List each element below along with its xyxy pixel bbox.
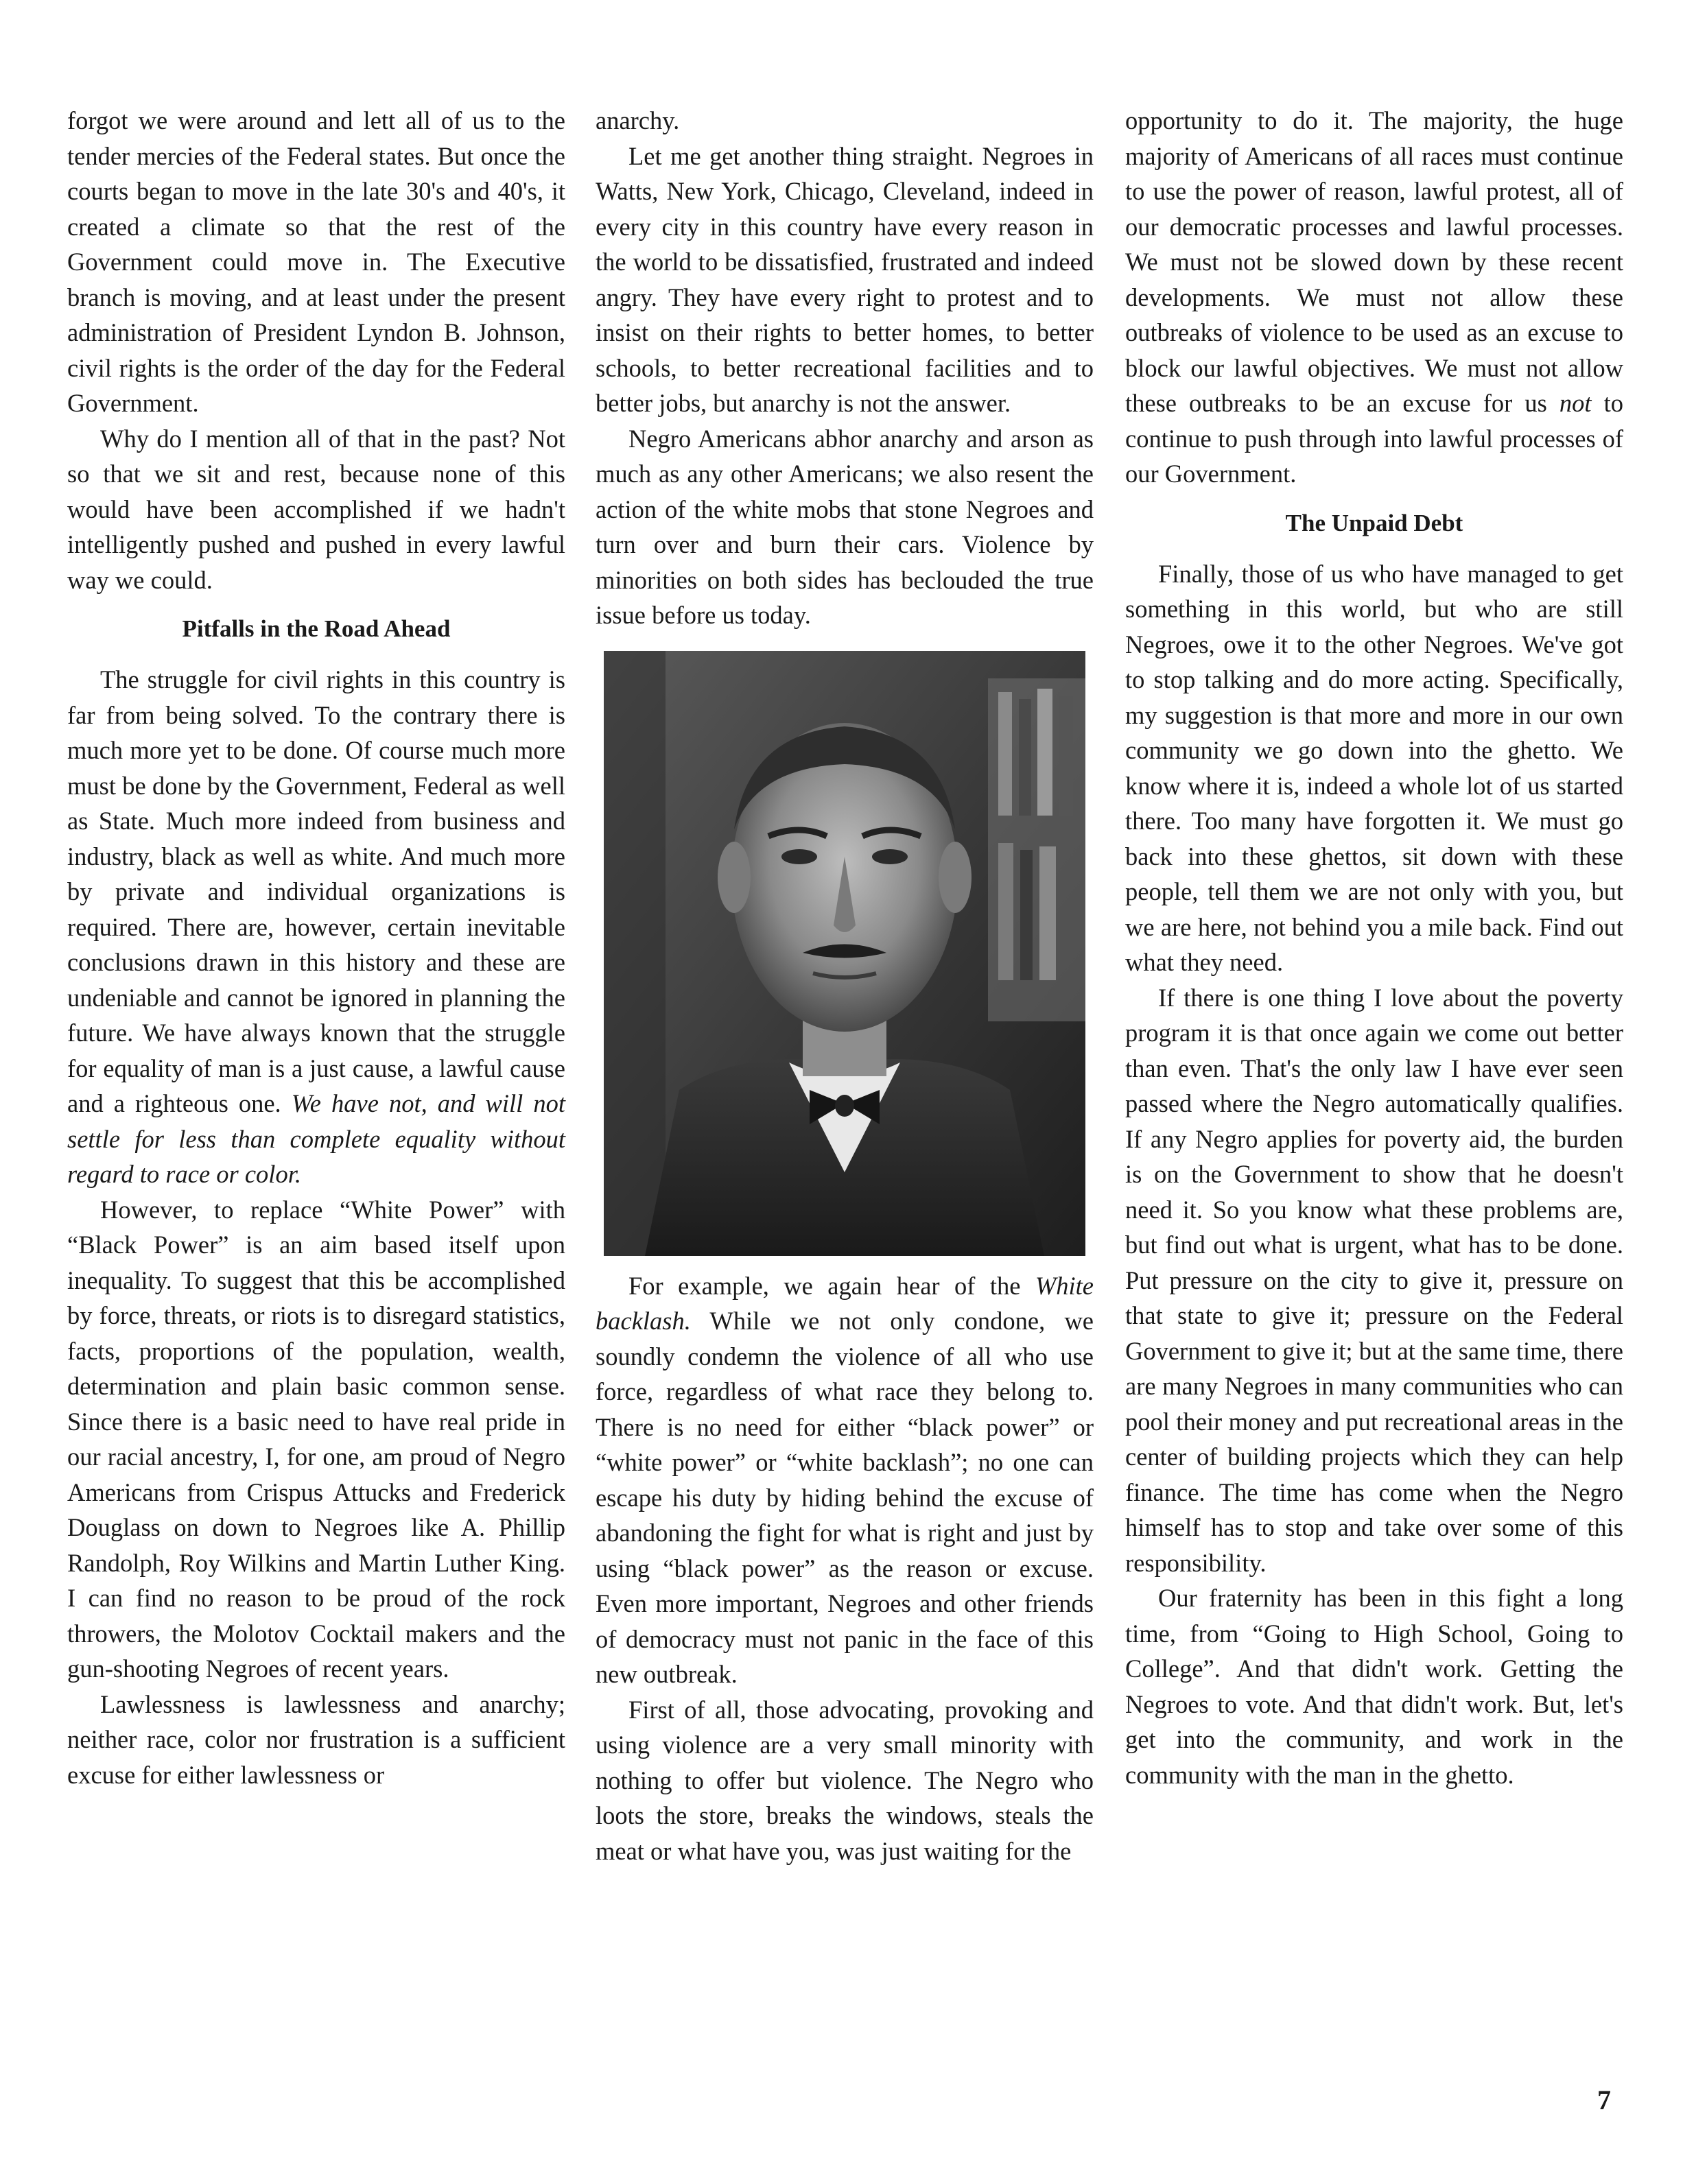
portrait-illustration — [604, 651, 1085, 1256]
paragraph-text: to continue to push through into lawful processes of our Government. — [1125, 389, 1623, 488]
paragraph — [67, 662, 565, 1192]
paragraph: If there is one thing I love about the poverty program it is that once again we come out better than even. That's the only law I have ever seen passed where the Negro automatically qualifies. If any Negro applies for poverty aid, the burden is on the Government to show that he doesn't need it. So you know what these problems are, but find out what is urgent, what has to be done. Put pressure on the city to give it, pressure on that state to give it; pressure on the Federal Government to give it; but at the same time, there are many Negroes in many communities who can pool their money and put recreational areas in the center of building projects which they can help finance. The time has come when the Negro himself has to stop and take over some of this responsibility. — [1125, 983, 1623, 1577]
paragraph: Why do I mention all of that in the past? Not so that we sit and rest, because none of this would have been accomplished if we hadn't intelligently pushed and pushed in every lawful way we could. — [67, 424, 565, 594]
paragraph: However, to replace “White Power” with “Black Power” is an aim based itself upon inequality. To suggest that this be accomplished by force, threats, or riots is to disregard statistics, facts, proportions of the population, wealth, determination and plain basic common sense. Since there is a basic need to have real pride in our racial ancestry, I, for one, am proud of Negro Americans from Crispus Attucks and Frederick Douglass on down to Negroes like A. Phillip Randolph, Roy Wilkins and Martin Luther King. I can find no reason to be proud of the rock throwers, the Molotov Cocktail makers and the gun-shooting Negroes of recent years. — [67, 1195, 565, 1683]
column-left — [67, 103, 565, 1792]
paragraph: First of all, those advocating, provoking and using violence are a very small minority with nothing to offer but violence. The Negro who loots the store, breaks the windows, steals the meat or what have you, was just waiting for the — [596, 1695, 1094, 1865]
paragraph: Let me get another thing straight. Negroes in Watts, New York, Chicago, Cleveland, indeed in every city in this country have every reason in the world to be dissatisfied, frustrated and indeed angry. They have every right to protest and to insist on their rights to better homes, to better schools, to better recreational facilities and to better jobs, but anarchy is not the answer. — [596, 141, 1094, 417]
section-heading-unpaid-debt: The Unpaid Debt — [1285, 509, 1463, 536]
paragraph — [596, 1268, 1094, 1692]
paragraph-text: For example, we again hear of the — [628, 1271, 1021, 1300]
paragraph: Finally, those of us who have managed to get something in this world, but who are still Negroes, owe it to the other Negroes. We've got to stop talking and do more acting. Specifically, my suggestion is that more and more in our own community we go down into the ghetto. We know where it is, indeed a whole lot of us started there. Too many have forgotten it. We must go back into these ghettos, sit down with these people, tell them we are not only with you, but we are here, not behind you a mile back. Find out what they need. — [1125, 559, 1623, 976]
column-right — [1125, 103, 1623, 1792]
italic-text: We have not, and will not settle for less than complete equality without regard to race or color. — [67, 1089, 565, 1188]
paragraph: Negro Americans abhor anarchy and arson as much as any other Americans; we also resent the action of the white mobs that stone Negroes and turn over and burn their cars. Violence by minorities on both sides has beclouded the true issue before us today. — [596, 424, 1094, 629]
paragraph-text: opportunity to do it. The majority, the huge majority of Americans of all races must continue to use the power of reason, lawful protest, all of our democratic processes and lawful processes. We must not be slowed down by these recent developments. We must not allow these outbreaks of violence to be used as an excuse to block our lawful objectives. We must not allow these outbreaks to be an excuse for us — [1125, 106, 1623, 417]
paragraph-text: While we not only condone, we soundly condemn the violence of all who use force, regardless of what race they belong to. There is no need for either “black power” or “white power” or “white backlash”; no one can escape his duty by hiding behind the excuse of abandoning the fight for what is right and just by using “black power” as the reason or excuse. Even more important, Negroes and other friends of democracy must not panic in the face of this new outbreak. — [596, 1307, 1094, 1688]
paragraph: anarchy. — [596, 106, 680, 134]
paragraph — [1125, 103, 1623, 492]
page-number: 7 — [1597, 2085, 1611, 2115]
italic-text: not — [1559, 389, 1592, 417]
column-middle — [596, 103, 1094, 1868]
paragraph: forgot we were around and lett all of us to the tender mercies of the Federal states. But once the courts began to move in the late 30's and 40's, it created a climate so that the rest of the Government could move in. The Executive branch is moving, and at least under the present administration of President Lyndon B. Johnson, civil rights is the order of the day for the Federal Government. — [67, 106, 565, 417]
paragraph: Lawlessness is lawlessness and anarchy; neither race, color nor frustration is a sufficient excuse for either lawlessness or — [67, 1689, 565, 1789]
paragraph-text: The struggle for civil rights in this country is far from being solved. To the contrary there is much more yet to be done. Of course much more must be done by the Government, Federal as well as State. Much more indeed from business and industry, black as well as white. And much more by private and individual organizations is required. There are, however, certain inevitable conclusions drawn in this history and these are undeniable and cannot be ignored in planning the future. We have always known that the struggle for equality of man is a just cause, a lawful cause and a righteous one. — [67, 665, 565, 1117]
portrait-photo — [604, 651, 1085, 1256]
italic-text: White backlash. — [596, 1271, 1094, 1335]
section-heading-pitfalls: Pitfalls in the Road Ahead — [182, 615, 451, 642]
paragraph: Our fraternity has been in this fight a long time, from “Going to High School, Going to College”. And that didn't work. Getting the Negroes to vote. And that didn't work. But, let's get into the community, and work in the community with the man in the ghetto. — [1125, 1584, 1623, 1789]
